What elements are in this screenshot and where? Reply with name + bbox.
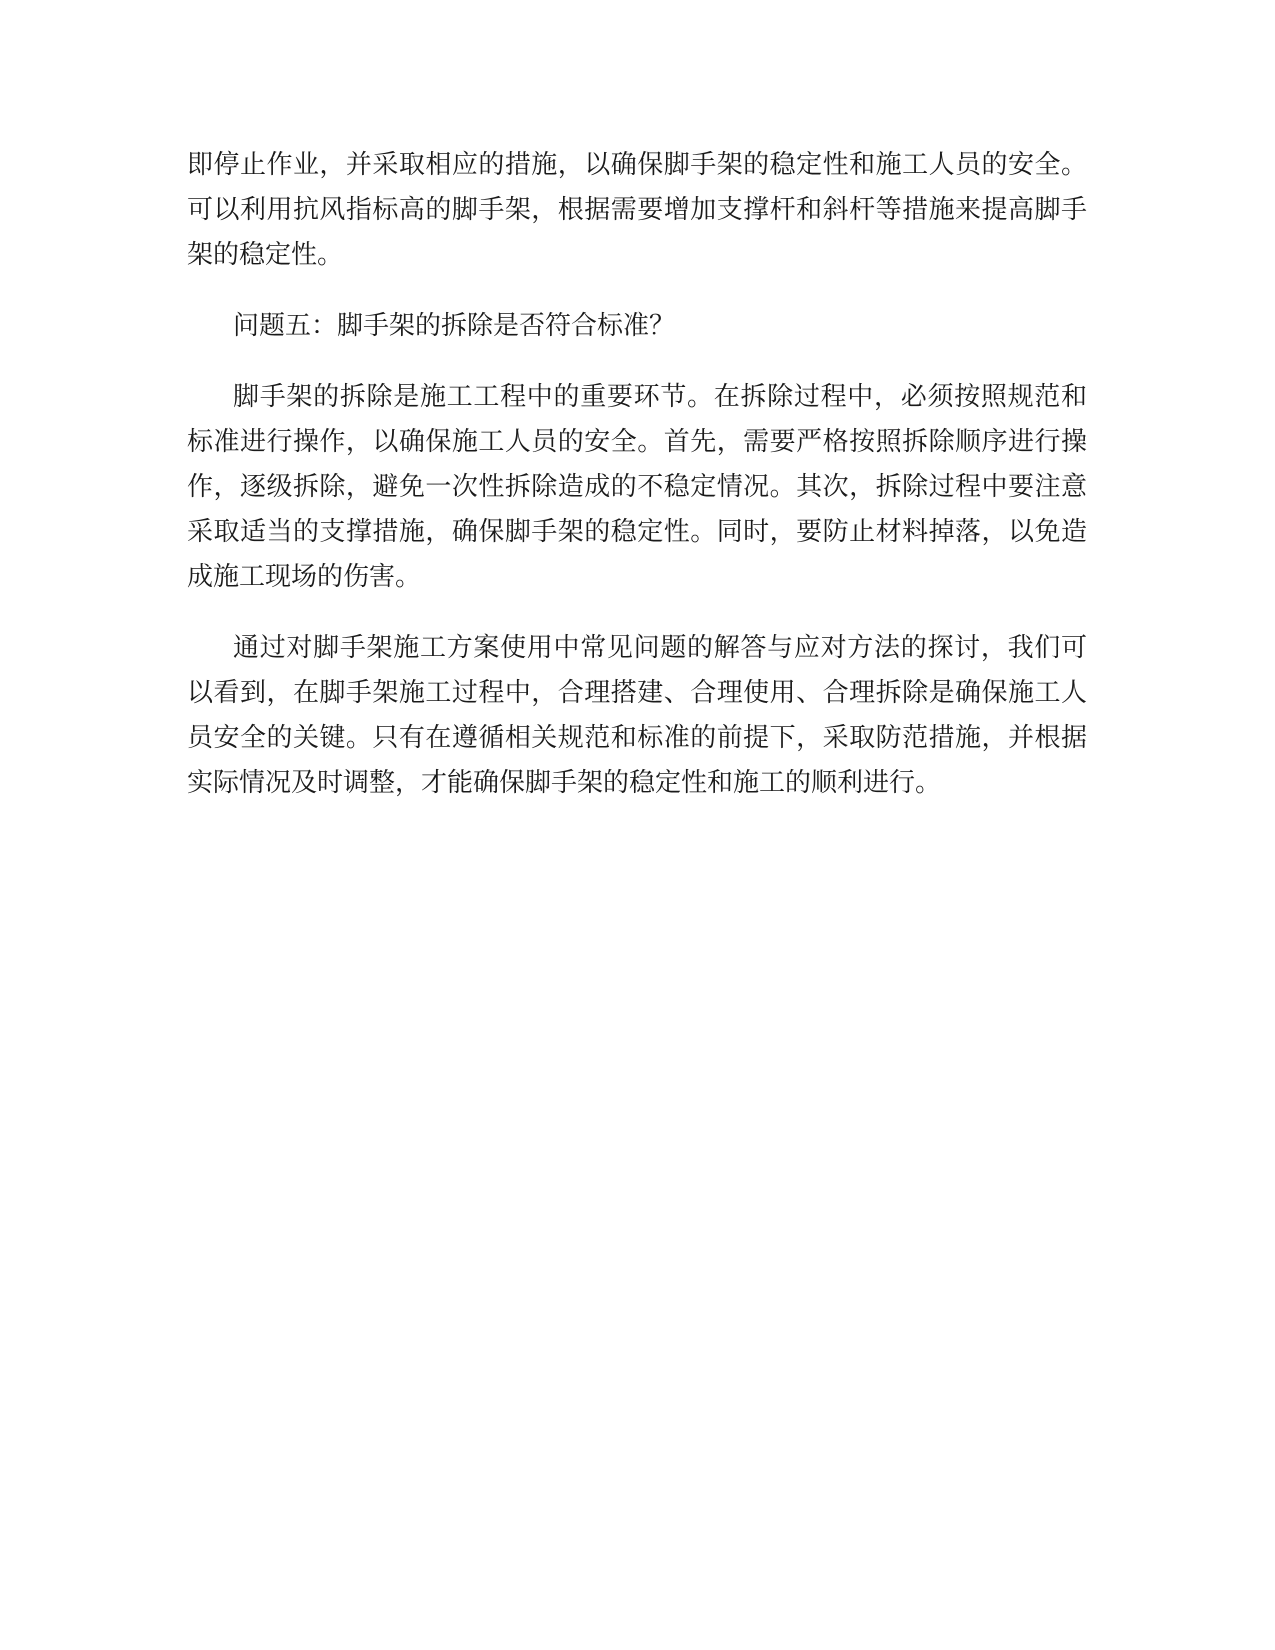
document-body: [187, 143, 1087, 832]
paragraph-continued: 即停止作业，并采取相应的措施，以确保脚手架的稳定性和施工人员的安全。可以利用抗风指标高的脚手架，根据需要增加支撑杆和斜杆等措施来提高脚手架的稳定性。: [187, 150, 1087, 270]
paragraph-dismantling: 脚手架的拆除是施工工程中的重要环节。在拆除过程中，必须按照规范和标准进行操作，以确保施工人员的安全。首先，需要严格按照拆除顺序进行操作，逐级拆除，避免一次性拆除造成的不稳定情况。其次，拆除过程中要注意采取适当的支撑措施，确保脚手架的稳定性。同时，要防止材料掉落，以免造成施工现场的伤害。: [187, 382, 1087, 592]
paragraph-conclusion: 通过对脚手架施工方案使用中常见问题的解答与应对方法的探讨，我们可以看到，在脚手架施工过程中，合理搭建、合理使用、合理拆除是确保施工人员安全的关键。只有在遵循相关规范和标准的前提下，采取防范措施，并根据实际情况及时调整，才能确保脚手架的稳定性和施工的顺利进行。: [187, 633, 1087, 798]
question-heading: 问题五：脚手架的拆除是否符合标准？: [233, 311, 676, 341]
